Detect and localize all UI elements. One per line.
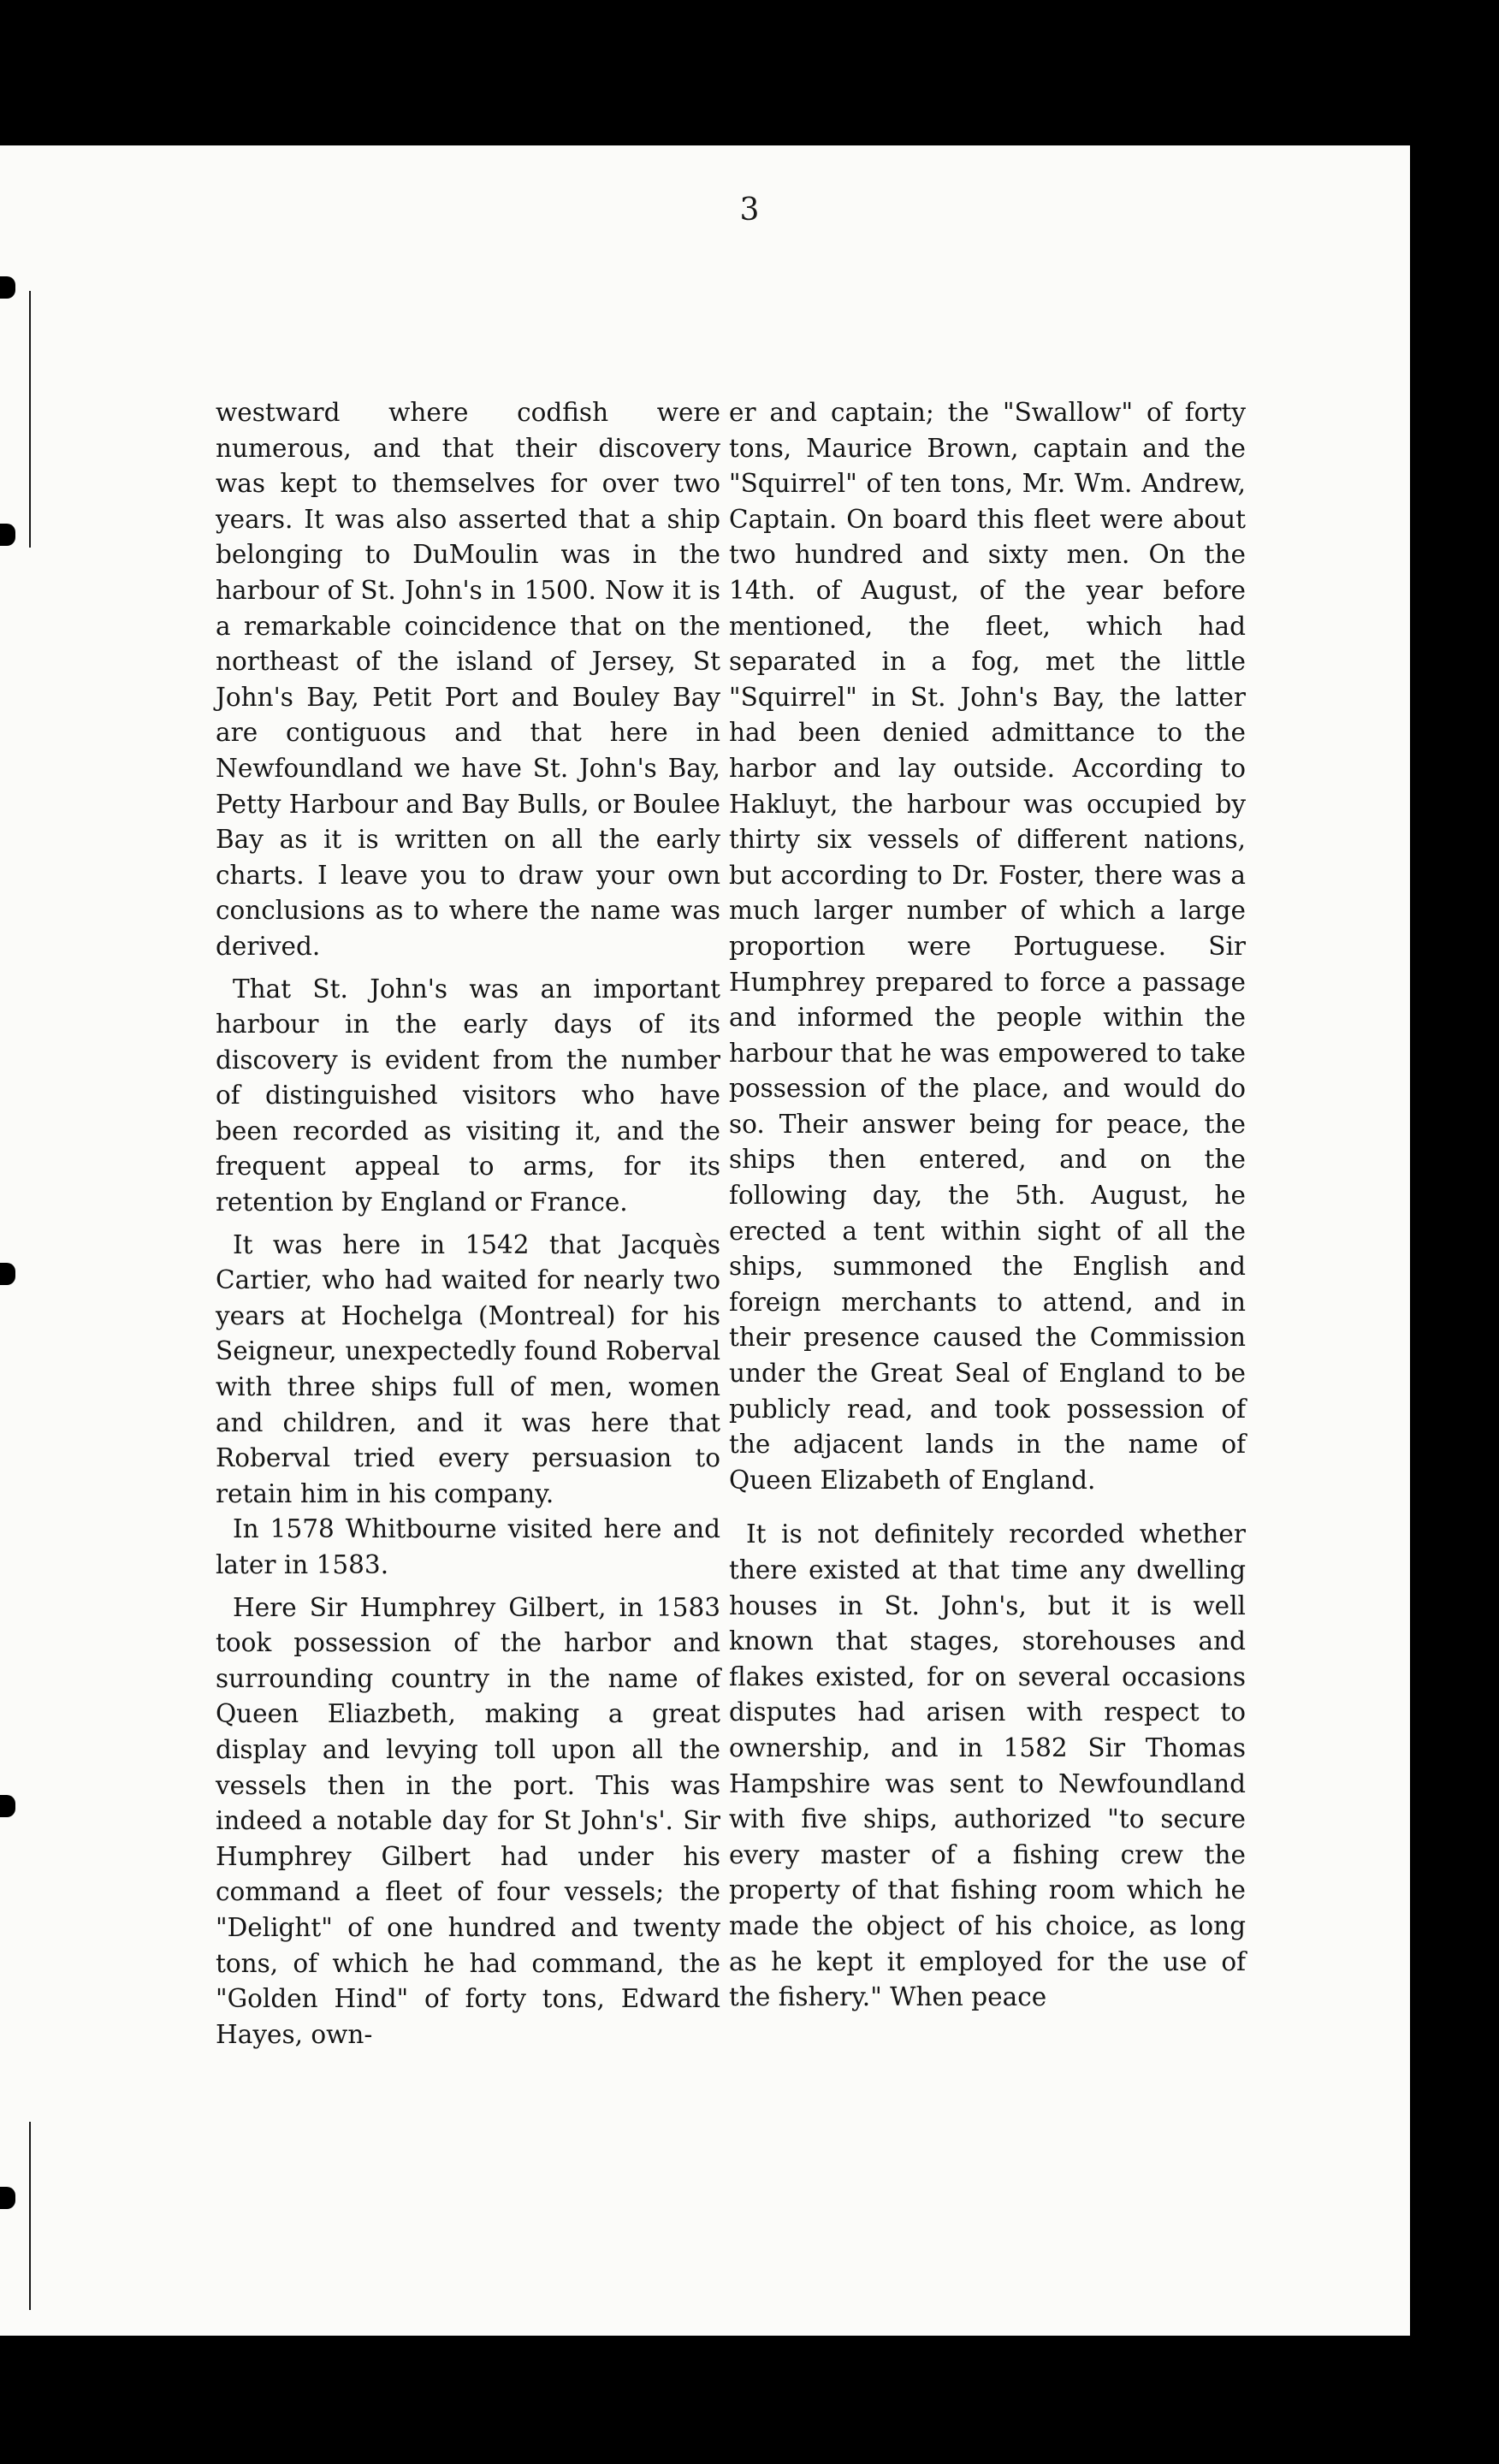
- binding-edge-line: [29, 291, 31, 548]
- binding-mark: [0, 276, 15, 299]
- binding-mark: [0, 2187, 15, 2209]
- paragraph: In 1578 Whitbourne visited here and later in 1583.: [216, 1514, 720, 1579]
- binding-mark: [0, 524, 15, 546]
- binding-mark: [0, 1263, 15, 1285]
- binding-edge-line: [29, 2122, 31, 2310]
- paragraph: er and captain; the "Swallow" of forty tons, Maurice Brown, captain and the "Squirrel" of ten tons, Mr. Wm. Andrew, Captain. On board this fleet were about two hundred and sixty men. On the 14th. of August, of the year before mentioned, the fleet, which had separated in a fog, met the little "Squirrel" in St. John's Bay, the latter had been denied admittance to the harbor and lay outside. According to Hakluyt, the harbour was occupied by thirty six vessels of different nations, but according to Dr. Foster, there was a much larger number of which a large proportion were Portuguese. Sir Humphrey prepared to force a passage and informed the people within the harbour that he was empowered to take possession of the place, and would do so. Their answer being for peace, the ships then entered, and on the following day, the 5th. August, he erected a tent within sight of all the ships, summoned the English and foreign merchants to attend, and in their presence caused the Commission under the Great Seal of England to be publicly read, and took possession of the adjacent lands in the name of Queen Elizabeth of England.: [729, 398, 1246, 1495]
- paragraph: It is not definitely recorded whether there existed at that time any dwelling houses in St. John's, but it is well known that stages, storehouses and flakes existed, for on several occasions disputes had arisen with respect to ownership, and in 1582 Sir Thomas Hampshire was sent to Newfoundland with five ships, authorized "to secure every master of a fishing crew the property of that fishing room which he made the object of his choice, as long as he kept it employed for the use of the fishery." When peace: [729, 1519, 1246, 2012]
- paragraph: It was here in 1542 that Jacquès Cartier, who had waited for nearly two years at Hochelga (Montreal) for his Seigneur, unexpectedly found Roberval with three ships full of men, women and children, and it was here that Roberval tried every persuasion to retain him in his company.: [216, 1229, 720, 1508]
- paragraph: westward where codfish were numerous, and that their discovery was kept to themselves for over two years. It was also asserted that a ship belonging to DuMoulin was in the harbour of St. John's in 1500. Now it is a remarkable coincidence that on the northeast of the island of Jersey, St John's Bay, Petit Port and Bouley Bay are contiguous and that here in Newfoundland we have St. John's Bay, Petty Harbour and Bay Bulls, or Boulee Bay as it is written on all the early charts. I leave you to draw your own conclusions as to where the name was derived.: [216, 398, 720, 961]
- binding-mark: [0, 1795, 15, 1817]
- page-number: 3: [739, 192, 760, 228]
- left-column: [216, 395, 720, 2052]
- paragraph: That St. John's was an important harbour in the early days of its discovery is evident from the number of distinguished visitors who have been recorded as visiting it, and the frequent appeal to arms, for its retention by England or France.: [216, 974, 720, 1217]
- paragraph: Here Sir Humphrey Gilbert, in 1583 took possession of the harbor and surrounding country in the name of Queen Eliazbeth, making a great display and levying toll upon all the vessels then in the port. This was indeed a notable day for St John's'. Sir Humphrey Gilbert had under his command a fleet of four vessels; the "Delight" of one hundred and twenty tons, of which he had command, the "Golden Hind" of forty tons, Edward Hayes, own-: [216, 1592, 720, 2049]
- right-column: [729, 395, 1246, 2016]
